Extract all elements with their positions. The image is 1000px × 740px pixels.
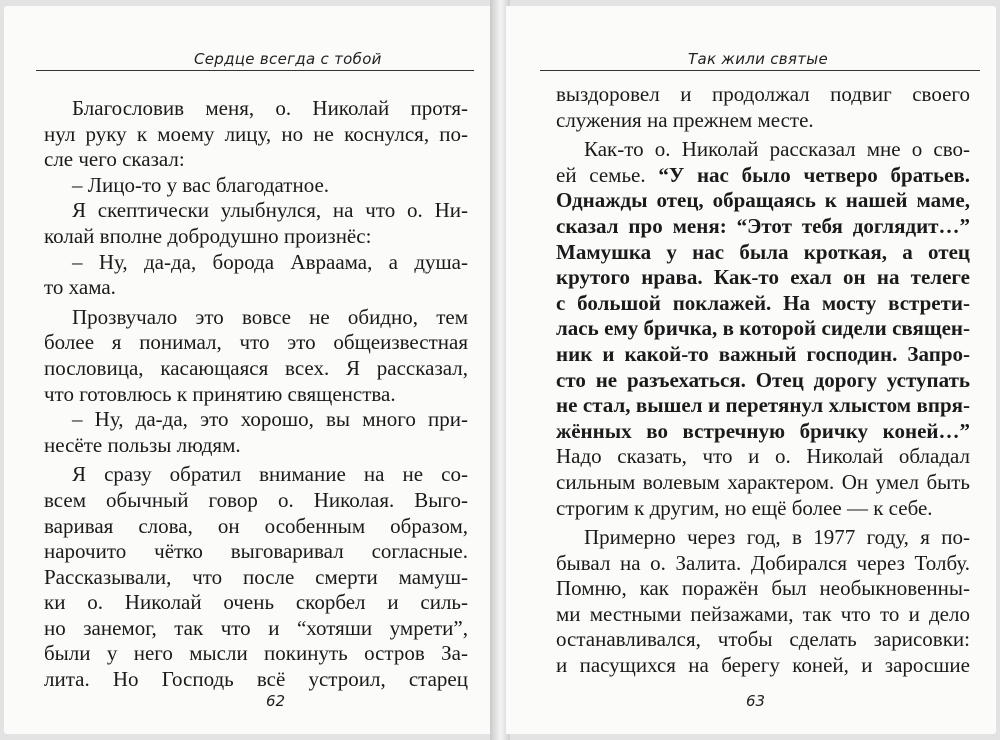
left-running-head: Сердце всегда с тобой: [194, 50, 382, 68]
left-head-rule: [36, 70, 474, 71]
text-line: ки о. Николай очень скорбел и силь-: [44, 590, 468, 615]
text-line: сильным волевым характером. Он умел быть: [556, 469, 970, 494]
text-line: Я скептически улыбнулся, на что о. Ни-: [72, 198, 468, 223]
text-line: бывал на о. Залита. Добирался через Толбу.: [556, 550, 970, 575]
text-line-part: ей семье.: [556, 162, 646, 187]
text-line: Прозвучало это вовсе не обидно, тем: [72, 304, 468, 329]
right-running-head: Так жили святые: [688, 50, 828, 68]
left-page-number: 62: [266, 692, 286, 710]
text-line: Рассказывали, что после смерти мамуш-: [44, 564, 468, 589]
quote-line: не стал, вышел и перетянул хлыстом впря-: [556, 393, 970, 418]
quote-line: лась ему бричка, в которой сидели священ-: [556, 316, 970, 341]
text-line: несёте пользы людям.: [44, 432, 241, 457]
text-line: – Лицо-то у вас благодатное.: [72, 172, 330, 197]
text-line: сле чего сказал:: [44, 147, 185, 172]
right-page-text: [556, 82, 970, 679]
text-line: выздоровел и продолжал подвиг своего: [556, 82, 970, 106]
left-page: [4, 6, 494, 734]
text-line: останавливался, чтобы сделать зарисовки:: [556, 627, 970, 652]
text-line: более я понимал, что это общеизвестная: [44, 330, 468, 355]
quote-line: крутого нрава. Как-то ехал он на телеге: [556, 265, 970, 290]
text-line: что готовлюсь к принятию священства.: [44, 381, 396, 406]
text-line: но занемог, так что и “хотяши умрети”,: [44, 615, 468, 640]
text-line: колай вполне добродушно произнёс:: [44, 223, 372, 248]
left-page-text: [44, 96, 468, 693]
right-head-rule: [540, 70, 980, 71]
text-line: Примерно через год, в 1977 году, я по-: [584, 525, 970, 550]
text-line: – Ну, да-да, это хорошо, вы много при-: [72, 407, 468, 432]
text-line: служения на прежнем месте.: [556, 107, 814, 132]
quote-line: Мамушка у нас была кроткая, а отец: [556, 239, 970, 264]
quote-line-part: “У нас было четверо братьев.: [658, 162, 970, 187]
text-line: нарочито чётко выговаривал согласные.: [44, 539, 468, 564]
text-line: строгим к другим, но ещё более — к себе.: [556, 495, 933, 520]
quote-line: ник и какой-то важный господин. Запро-: [556, 341, 970, 366]
text-line: [556, 163, 970, 189]
text-line: ми местными пейзажами, так что то и дело: [556, 601, 970, 626]
text-line: Я сразу обратил внимание на не со-: [72, 462, 468, 487]
text-line: были у него мысли покинуть остров За-: [44, 641, 468, 666]
text-line: Надо сказать, что и о. Николай обладал: [556, 444, 970, 469]
text-line: и пасущихся на берегу коней, и заросшие: [556, 653, 970, 678]
text-line: варивая слова, он особенным образом,: [44, 513, 468, 538]
quote-line: Однажды отец, обращаясь к нашей маме,: [556, 188, 970, 213]
text-line: Благословив меня, о. Николай протя-: [72, 96, 468, 120]
quote-line: сказал про меня: “Этот тебя доглядит…”: [556, 213, 970, 238]
text-line: всем обычный говор о. Николая. Выго-: [44, 487, 468, 512]
text-line: лита. Но Господь всё устроил, старец: [44, 667, 468, 692]
text-line: Как-то о. Николай рассказал мне о сво-: [584, 137, 970, 162]
text-line: пословица, касающаяся всех. Я рассказал,: [44, 355, 468, 380]
text-line: нул руку к моему лицу, но не коснулся, по-: [44, 121, 468, 146]
quote-line: с большой поклажей. На мосту встрети-: [556, 290, 970, 315]
quote-line: сто не разъехаться. Отец дорогу уступать: [556, 367, 970, 392]
right-page: [506, 6, 996, 734]
text-line: – Ну, да-да, борода Авраама, а душа-: [72, 249, 468, 274]
text-line: Помню, как поражён был необыкновенны-: [556, 576, 970, 601]
text-line: то хама.: [44, 275, 116, 300]
quote-line: жённых во встречную бричку коней…”: [556, 418, 970, 443]
right-page-number: 63: [746, 692, 766, 710]
